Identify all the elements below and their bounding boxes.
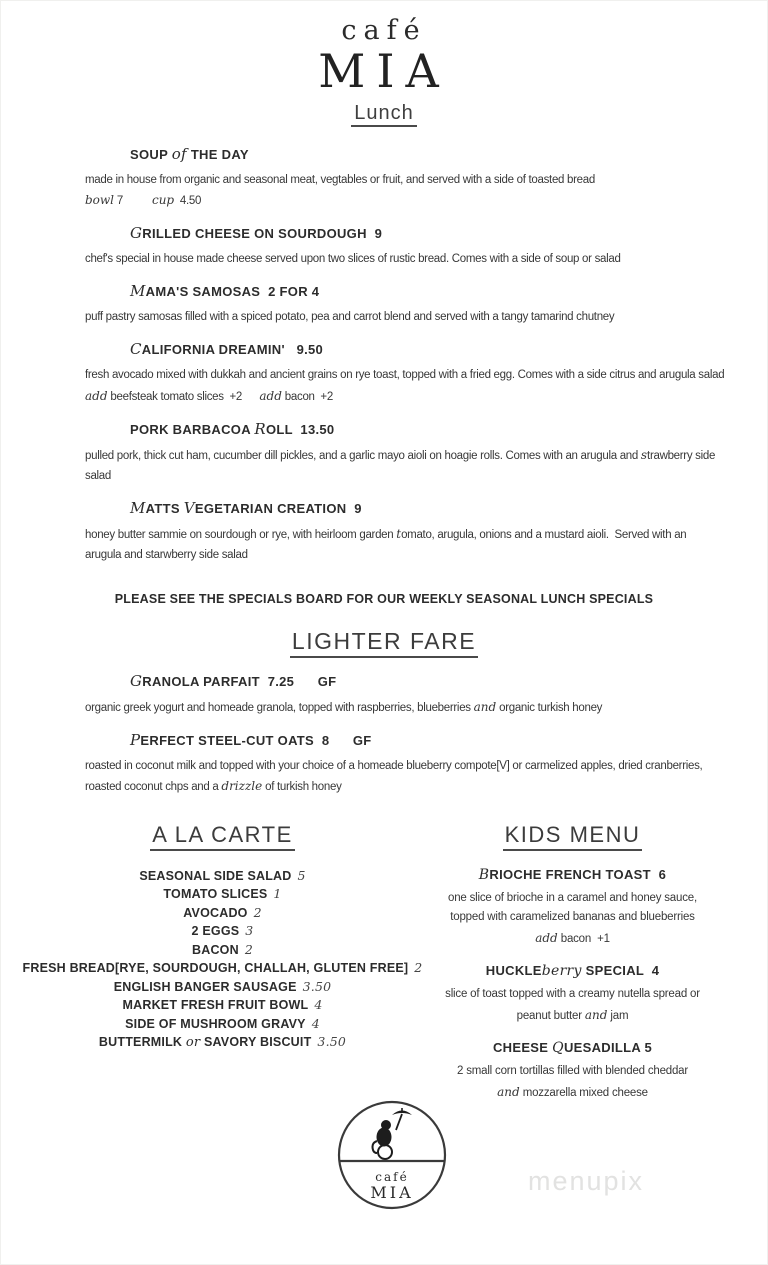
menu-item bbox=[85, 145, 725, 211]
script-text: M bbox=[130, 498, 146, 517]
menu-item bbox=[85, 224, 725, 269]
alacarte-item-price: 5 bbox=[297, 867, 306, 883]
text: OLL 13.50 bbox=[265, 421, 335, 437]
alacarte-item bbox=[0, 1015, 445, 1034]
script-text: and bbox=[584, 1007, 608, 1022]
alacarte-item bbox=[0, 904, 445, 923]
lighter-fare-heading-wrap bbox=[0, 628, 768, 658]
menu-item bbox=[85, 420, 725, 486]
alacarte-item-price: 2 bbox=[244, 941, 253, 957]
script-text: Q bbox=[552, 1040, 564, 1057]
text: ALIFORNIA DREAMIN' 9.50 bbox=[141, 342, 324, 358]
menu-item-title bbox=[130, 224, 725, 242]
text: HUCKLE bbox=[485, 963, 542, 979]
menu-item bbox=[85, 282, 725, 327]
alacarte-item bbox=[0, 978, 445, 997]
menu-item-extra bbox=[85, 386, 725, 407]
text: slice of toast topped with a creamy nutella spread or peanut butter bbox=[445, 988, 703, 1022]
text: pulled pork, thick cut ham, cucumber dill pickles, and a garlic mayo aioli on hoagie rolls. Comes with an arugula and bbox=[85, 449, 641, 462]
kids-item-desc bbox=[445, 1062, 700, 1103]
kids-menu-item bbox=[445, 867, 700, 950]
alacarte-item bbox=[0, 867, 445, 886]
script-text: and bbox=[473, 700, 497, 715]
text: trawberry side salad bbox=[85, 449, 718, 482]
text: beefsteak tomato slices +2 bbox=[107, 390, 260, 403]
script-text: C bbox=[130, 340, 142, 359]
script-text: M bbox=[130, 282, 146, 301]
script-text: of bbox=[171, 144, 187, 163]
text: SPECIAL 4 bbox=[581, 963, 660, 979]
text: RANOLA PARFAIT 7.25 bbox=[142, 674, 295, 690]
text: 2 EGGS bbox=[191, 924, 240, 939]
alacarte-list bbox=[0, 867, 445, 1053]
lighter-fare-item-title bbox=[130, 731, 725, 749]
text: BUTTERMILK bbox=[98, 1035, 186, 1050]
script-text: t bbox=[396, 526, 402, 541]
alacarte-item-price: 4 bbox=[311, 1015, 320, 1031]
text: omato, arugula, onions and a mustard aioli. Served with an arugula and starwberry side salad bbox=[85, 528, 690, 562]
text: EGETARIAN CREATION 9 bbox=[194, 500, 362, 516]
script-text: R bbox=[254, 419, 266, 438]
kids-item-desc bbox=[445, 889, 700, 928]
text: PORK BARBACOA bbox=[130, 421, 255, 437]
script-text: B bbox=[478, 866, 490, 883]
alacarte-item bbox=[0, 922, 445, 941]
svg-text:MIA: MIA bbox=[370, 1183, 414, 1202]
brand-cafe: café bbox=[341, 15, 427, 46]
menu-header bbox=[0, 0, 768, 127]
alacarte-item-price: 2 bbox=[414, 960, 423, 976]
text: SEASONAL SIDE SALAD bbox=[139, 868, 292, 883]
kids-item-title bbox=[445, 867, 700, 883]
text: honey butter sammie on sourdough or rye, with heirloom garden bbox=[85, 528, 397, 541]
alacarte-item-price: 4 bbox=[314, 997, 323, 1013]
text: 7 bbox=[114, 195, 152, 208]
text: ATTS bbox=[145, 500, 184, 516]
lighter-fare-item bbox=[85, 672, 725, 718]
text: GF bbox=[294, 674, 337, 690]
menu-item-extra bbox=[85, 190, 725, 211]
menu-item bbox=[85, 499, 725, 565]
text: organic greek yogurt and homeade granola, topped with raspberries, blueberries bbox=[85, 702, 474, 715]
text: of turkish honey bbox=[262, 781, 342, 794]
alacarte-heading-wrap bbox=[0, 822, 445, 851]
text: MARKET FRESH FRUIT BOWL bbox=[122, 998, 309, 1013]
text: SIDE OF MUSHROOM GRAVY bbox=[125, 1016, 306, 1031]
text: SOUP bbox=[130, 146, 172, 162]
kids-menu-item bbox=[445, 963, 703, 1026]
text: RILLED CHEESE ON SOURDOUGH 9 bbox=[142, 226, 383, 242]
text: ENGLISH BANGER SAUSAGE bbox=[113, 979, 297, 994]
lighter-fare-item-desc bbox=[85, 697, 725, 718]
menupix-watermark: menupix bbox=[528, 1166, 645, 1196]
alacarte-item bbox=[0, 1033, 445, 1053]
text: AMA'S SAMOSAS 2 FOR 4 bbox=[145, 284, 320, 300]
menu-item-desc bbox=[85, 524, 725, 565]
kids-menu-column bbox=[445, 821, 703, 1118]
text: BACON bbox=[192, 942, 239, 957]
script-text: P bbox=[130, 731, 141, 750]
text: TOMATO SLICES bbox=[163, 887, 268, 902]
script-text: add bbox=[259, 388, 282, 403]
menu-item-title bbox=[130, 282, 725, 300]
text: 2 small corn tortillas filled with blended cheddar bbox=[457, 1065, 691, 1078]
main-menu-list bbox=[85, 145, 725, 565]
alacarte-item bbox=[0, 885, 445, 904]
script-text: bowl bbox=[85, 193, 115, 208]
script-text: drizzle bbox=[221, 779, 263, 794]
menu-item-desc bbox=[85, 307, 725, 327]
text: SAVORY BISCUIT bbox=[200, 1035, 312, 1050]
alacarte-heading: A LA CARTE bbox=[150, 822, 295, 851]
kids-item-title bbox=[445, 1040, 700, 1056]
svg-text:café: café bbox=[375, 1170, 409, 1184]
kids-heading-wrap bbox=[445, 822, 700, 851]
menu-title-lunch: Lunch bbox=[351, 102, 417, 127]
text: CHEESE bbox=[492, 1040, 553, 1056]
text: ERFECT STEEL-CUT OATS 8 bbox=[140, 733, 330, 749]
menu-item-desc bbox=[85, 445, 725, 486]
alacarte-column bbox=[0, 822, 445, 1118]
text: UESADILLA 5 bbox=[563, 1040, 652, 1056]
text: puff pastry samosas filled with a spiced potato, pea and carrot blend and served with a tangy tamarind chutney bbox=[85, 311, 615, 324]
menu-item-title bbox=[130, 420, 725, 438]
script-text: add bbox=[535, 930, 558, 945]
lighter-fare-list bbox=[85, 672, 725, 797]
text: jam bbox=[607, 1009, 629, 1022]
alacarte-item-price: 1 bbox=[273, 886, 282, 902]
text: organic turkish honey bbox=[496, 702, 603, 715]
menu-item-title bbox=[130, 340, 725, 358]
menu-item-title bbox=[130, 145, 725, 163]
text: made in house from organic and seasonal meat, vegtables or fruit, and served with a side of toasted bread bbox=[85, 173, 595, 186]
alacarte-item-price: 3 bbox=[245, 923, 254, 939]
script-text: G bbox=[130, 224, 143, 243]
alacarte-item bbox=[0, 959, 445, 978]
specials-notice: PLEASE SEE THE SPECIALS BOARD FOR OUR WEEKLY SEASONAL LUNCH SPECIALS bbox=[114, 592, 654, 607]
alacarte-item bbox=[0, 996, 445, 1015]
menu-item-desc bbox=[85, 365, 725, 385]
text: bacon +2 bbox=[281, 390, 333, 403]
text: bacon +1 bbox=[557, 932, 610, 945]
alacarte-item-price: 2 bbox=[253, 904, 262, 920]
kids-item-title bbox=[445, 963, 700, 979]
text: 4.50 bbox=[174, 195, 202, 208]
text: FRESH BREAD[RYE, SOURDOUGH, CHALLAH, GLUTEN FREE] bbox=[22, 961, 409, 976]
text: AVOCADO bbox=[183, 905, 248, 920]
alacarte-item bbox=[0, 941, 445, 960]
script-text: V bbox=[183, 498, 195, 517]
alacarte-item-price: 3.50 bbox=[302, 978, 332, 994]
text: chef's special in house made cheese served upon two slices of rustic bread. Comes with a side of soup or salad bbox=[85, 253, 621, 266]
cafe-mia-logo bbox=[336, 1097, 448, 1213]
monkey-umbrella-logo-icon bbox=[336, 1097, 448, 1213]
script-text: or bbox=[185, 1035, 201, 1051]
text: fresh avocado mixed with dukkah and ancient grains on rye toast, topped with a fried egg. Comes with a side citrus and arugula salad bbox=[85, 369, 725, 382]
script-text: and bbox=[497, 1084, 520, 1099]
kids-menu-item bbox=[445, 1040, 700, 1103]
text: GF bbox=[329, 733, 372, 749]
kids-item-extra bbox=[445, 928, 700, 950]
kids-item-desc bbox=[445, 985, 703, 1026]
kids-menu-heading: KIDS MENU bbox=[503, 822, 643, 851]
lighter-fare-item-desc bbox=[85, 756, 725, 797]
bottom-columns bbox=[0, 822, 768, 1118]
brand-mia: MIA bbox=[318, 43, 450, 98]
kids-menu-list bbox=[445, 866, 703, 1104]
script-text: cup bbox=[151, 193, 175, 208]
alacarte-item-price: 3.50 bbox=[317, 1034, 347, 1050]
menu-item-desc bbox=[85, 249, 725, 269]
script-text: s bbox=[640, 447, 648, 462]
text: THE DAY bbox=[186, 146, 249, 162]
lighter-fare-heading: LIGHTER FARE bbox=[290, 628, 478, 658]
script-text: add bbox=[85, 388, 108, 403]
text: RIOCHE FRENCH TOAST 6 bbox=[489, 866, 667, 882]
text: roasted in coconut milk and topped with your choice of a homeade blueberry compote[V] or carmelized apples, dried cranberries, roasted coconut chps and a bbox=[85, 760, 706, 794]
text: one slice of brioche in a caramel and honey sauce, topped with caramelized bananas and blueberries bbox=[448, 891, 700, 924]
lighter-fare-item bbox=[85, 731, 725, 797]
text: mozzarella mixed cheese bbox=[519, 1086, 648, 1099]
lighter-fare-item-title bbox=[130, 672, 725, 690]
script-text: berry bbox=[541, 963, 582, 980]
menu-item-desc bbox=[85, 170, 725, 190]
menu-item-title bbox=[130, 499, 725, 517]
menu-item bbox=[85, 340, 725, 406]
script-text: G bbox=[130, 672, 143, 691]
